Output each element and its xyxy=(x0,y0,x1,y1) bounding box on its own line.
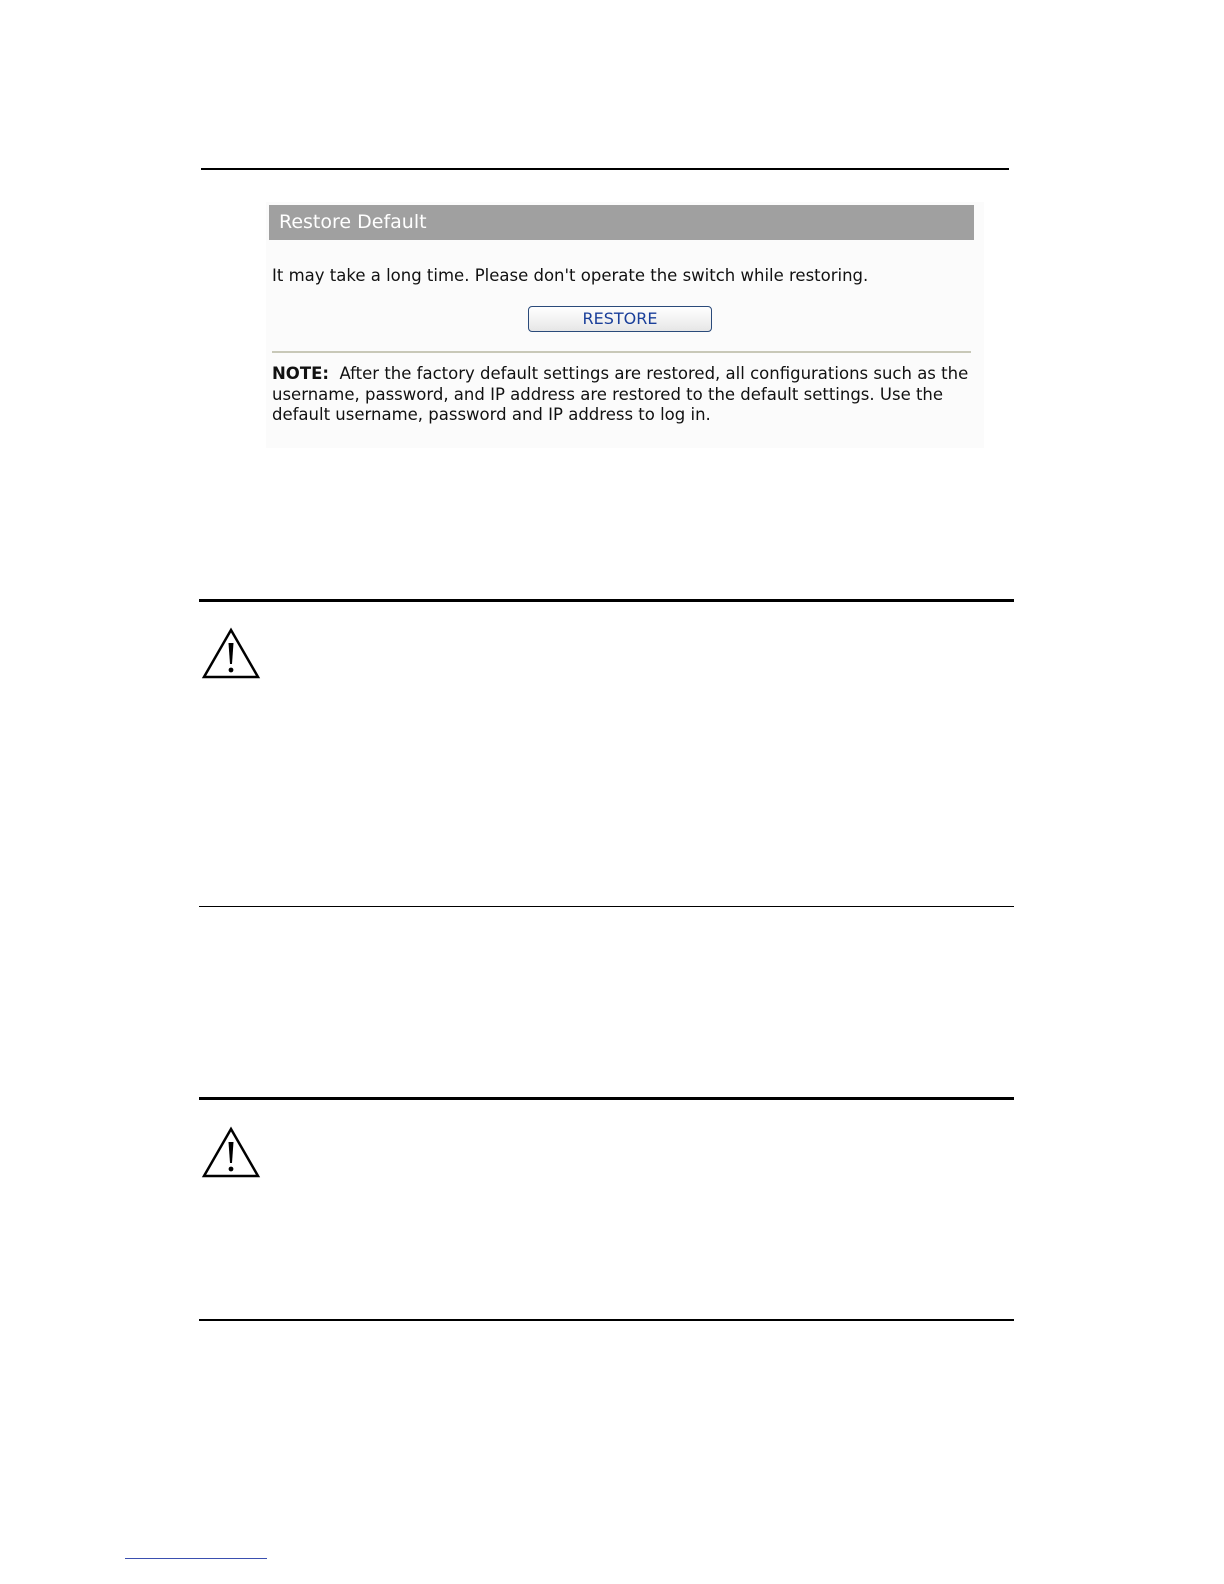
caution-1-bottom-rule xyxy=(199,906,1014,907)
restore-button[interactable]: RESTORE xyxy=(528,306,712,332)
top-rule xyxy=(201,168,1009,170)
restore-message: It may take a long time. Please don't operate the switch while restoring. xyxy=(272,266,869,285)
warning-triangle-icon xyxy=(201,1126,261,1178)
note-text: After the factory default settings are restored, all configurations such as the username, password, and IP address are restored to the default settings. Use the default username, password and IP address to log in. xyxy=(272,364,969,424)
note-label: NOTE: xyxy=(272,364,329,383)
panel-note xyxy=(272,364,972,426)
panel-title: Restore Default xyxy=(269,205,974,240)
panel-divider xyxy=(272,351,971,353)
warning-triangle-icon xyxy=(201,627,261,679)
caution-1-top-rule xyxy=(199,599,1014,602)
footer-link-underline[interactable] xyxy=(125,1558,267,1559)
caution-2-top-rule xyxy=(199,1097,1014,1100)
caution-2-bottom-rule xyxy=(199,1319,1014,1321)
restore-default-panel xyxy=(266,202,984,448)
